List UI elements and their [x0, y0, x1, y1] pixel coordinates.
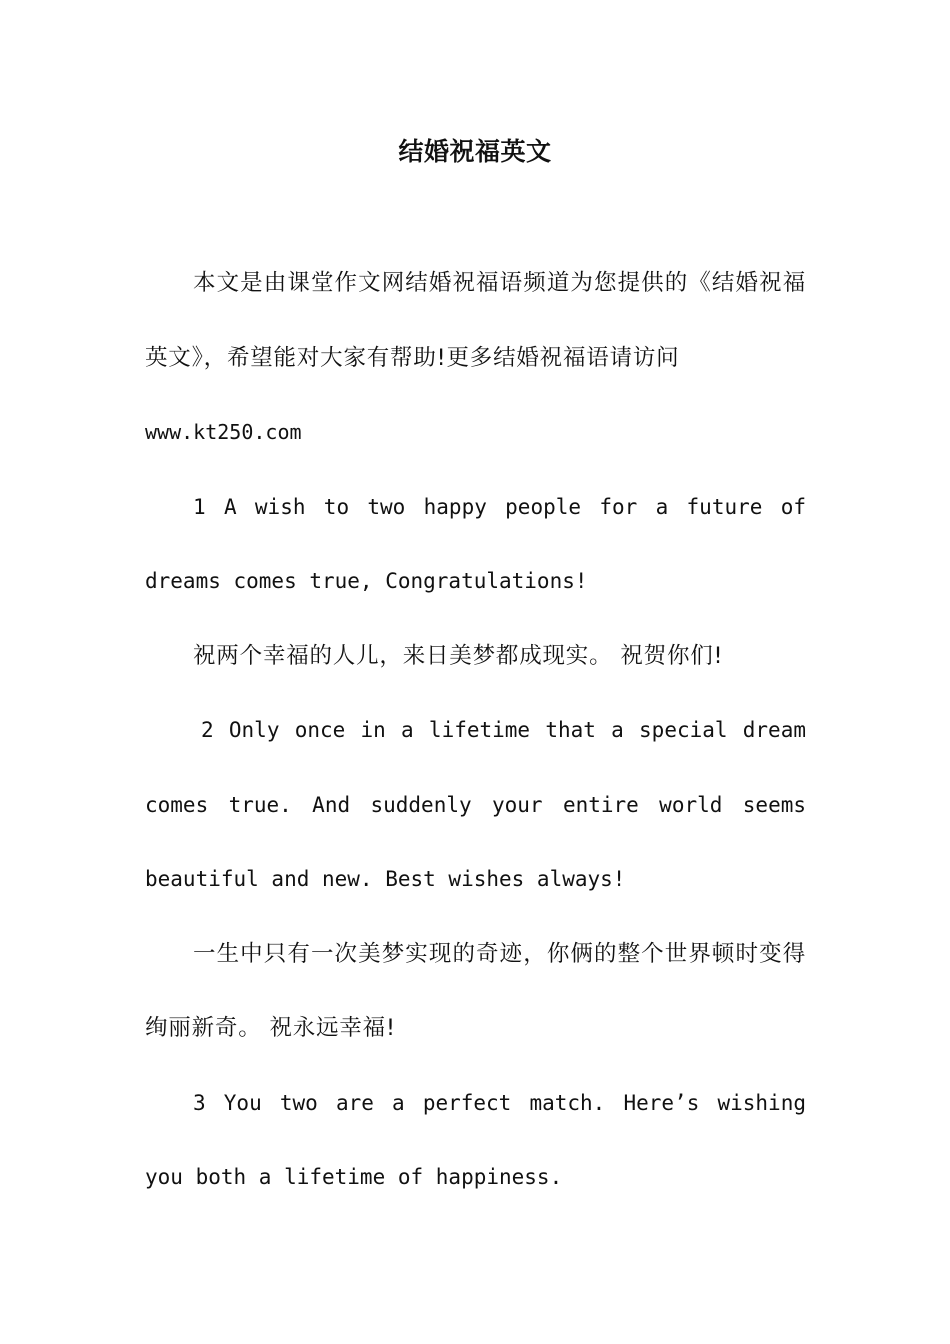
- paragraph-wish-2-cn: 一生中只有一次美梦实现的奇迹，你俩的整个世界顿时变得绚丽新奇。 祝永远幸福!: [145, 940, 806, 1041]
- intro-text: 本文是由课堂作文网结婚祝福语频道为您提供的《结婚祝福英文》，希望能对大家有帮助!更多结婚祝福语请访问: [145, 270, 806, 371]
- paragraph-wish-1-en: 1 A wish to two happy people for a future of dreams comes true, Congratulations!: [145, 494, 806, 593]
- document-title: 结婚祝福英文: [398, 137, 552, 166]
- document-body: [145, 246, 806, 1215]
- paragraph-wish-2-en: 2 Only once in a lifetime that a special dream comes true. And suddenly your entire world seems beautiful and new. Best wishes always!: [145, 718, 806, 891]
- paragraph-wish-1-cn: 祝两个幸福的人儿，来日美梦都成现实。 祝贺你们!: [193, 642, 724, 669]
- intro-url: www.kt250.com: [145, 420, 302, 444]
- paragraph-wish-3-en: 3 You two are a perfect match. Here’s wishing you both a lifetime of happiness.: [145, 1090, 806, 1189]
- intro-paragraph: [145, 246, 806, 470]
